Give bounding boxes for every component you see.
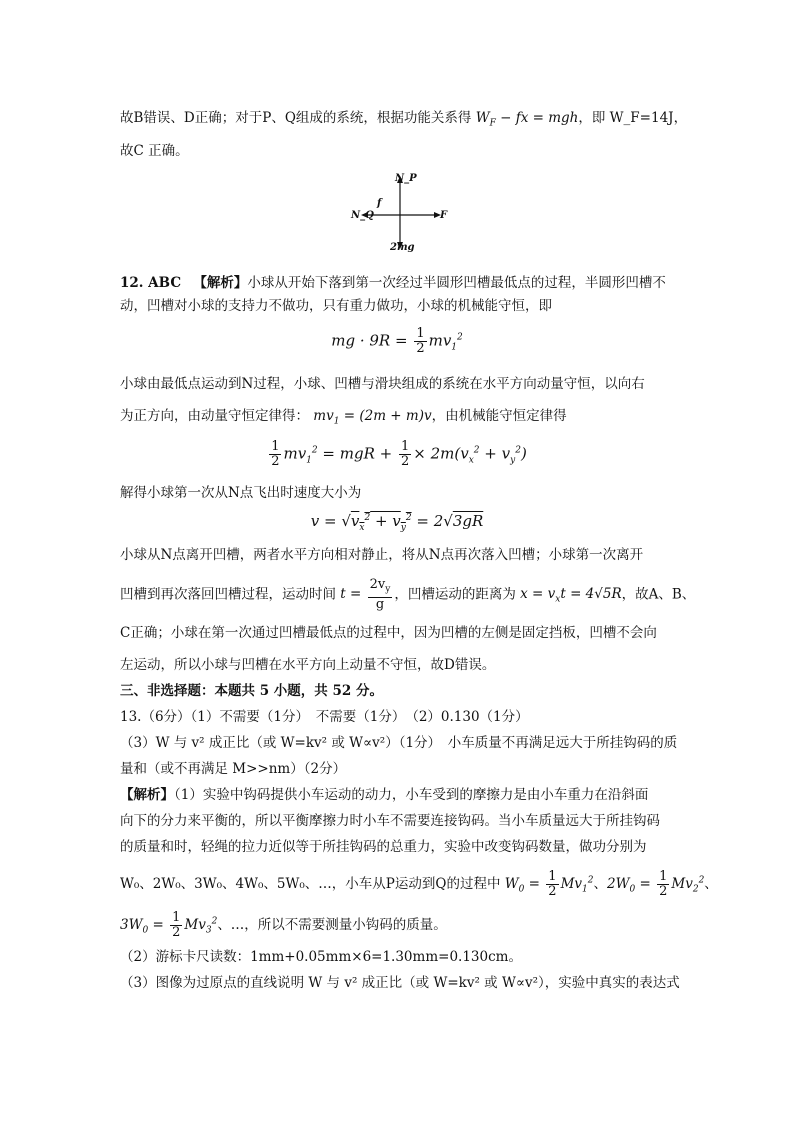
q12-line-d: 为正方向，由动量守恒定律得： $mv_1 = (2m + m)v$，由机械能守恒定律得 [120, 408, 567, 427]
text-tail: ，即 W_F=14J， [578, 110, 688, 126]
equation-2: $\frac{1}{2}$ $mv_1^2$ = mgR + $\frac{1}{2}$ × $2m(v_x^2 + v_y^2)$ [271, 439, 527, 469]
q13-line-i: （2）游标卡尺读数：1mm+0.05mm×6=1.30mm=0.130cm。 [120, 949, 522, 965]
equation-3w0: $3W_0$ = $\frac{1}{2}$ $Mv_3^2$ [120, 910, 218, 940]
text-line-1: 故B错误、D正确；对于P、Q组成的系统，根据功能关系得 $W_F$ − fx = mgh，即 W_F=14J， [120, 110, 688, 129]
label-np: N_P [395, 173, 417, 184]
label-2mg: 2mg [390, 242, 415, 253]
q13-line-g: W₀、2W₀、3W₀、4W₀、5W₀、…，小车从P运动到Q的过程中 $W_0$ = $\frac{1}{2}$ $Mv_1^2$、$2W_0$ = $\frac{1}{2}$ $Mv_2^2$、 [120, 869, 718, 899]
q13-line-j: （3）图像为过原点的直线说明 W 与 v² 成正比（或 W=kv² 或 W∝v²），实验中真实的表达式 [120, 975, 680, 991]
q12-line-g: 凹槽到再次落回凹槽过程，运动时间 t = $\frac{2v_y}{g}$ ，凹槽运动的距离为 $x = v_xt = 4√5R$，故A、B、 [120, 577, 696, 612]
q12-line-i: 左运动，所以小球与凹槽在水平方向上动量不守恒，故D错误。 [120, 657, 496, 673]
q13-line-e: 向下的分力来平衡的，所以平衡摩擦力时小车不需要连接钩码。当小车质量远大于所挂钩码 [120, 813, 660, 829]
q13-line-c: 量和（或不再满足 M>>nm）（2分） [120, 761, 347, 777]
equation-2w0: $2W_0$ = $\frac{1}{2}$ $Mv_2^2$ [606, 869, 705, 899]
q13-tag: 【解析】 [120, 787, 174, 803]
text-line-2: 故C 正确。 [120, 143, 189, 159]
q12-tag: 【解析】 [193, 275, 248, 291]
q13-line-d: 【解析】（1）实验中钩码提供小车运动的动力，小车受到的摩擦力是由小车重力在沿斜面 [120, 787, 649, 803]
q12-line-b: 动，凹槽对小球的支持力不做功，只有重力做功，小球的机械能守恒，即 [120, 298, 552, 314]
q12-number: 12. ABC [120, 275, 182, 291]
section-3-heading: 三、非选择题：本题共 5 小题，共 52 分。 [120, 683, 383, 699]
equation-time: t = $\frac{2v_y}{g}$ [340, 577, 391, 612]
equation-3: $v = √v_x^2 + v_y^2 = 2√3gR$ [310, 512, 484, 533]
label-nq: N_Q [351, 210, 374, 221]
label-F: F [440, 210, 448, 221]
equation-w0: $W_0$ = $\frac{1}{2}$ $Mv_1^2$ [504, 869, 594, 899]
q13-line-f: 的质量和时，轻绳的拉力近似等于所挂钩码的总重力，实验中改变钩码数量，做功分别为 [120, 839, 647, 855]
q12-line-c: 小球由最低点运动到N过程，小球、凹槽与滑块组成的系统在水平方向动量守恒，以向右 [120, 376, 645, 392]
equation-momentum: $mv_1 = (2m + m)v$ [313, 408, 432, 427]
q12-line-h: C正确；小球在第一次通过凹槽最低点的过程中，因为凹槽的左侧是固定挡板，凹槽不会向 [120, 625, 657, 641]
q12-line-f: 小球从N点离开凹槽，两者水平方向相对静止，将从N点再次落入凹槽；小球第一次离开 [120, 547, 644, 563]
q13-line-a: 13.（6分）（1）不需要（1分） 不需要（1分） （2）0.130（1分） [120, 709, 529, 725]
equation-distance: $x = v_xt = 4√5R$ [520, 586, 622, 605]
q12-line-e: 解得小球第一次从N点飞出时速度大小为 [120, 485, 362, 501]
label-f: f [377, 198, 382, 209]
equation-energy: $W_F$ − fx = mgh [475, 110, 579, 129]
equation-1: mg · 9R = $\frac{1}{2}$ $mv_1^2$ [331, 326, 463, 356]
q13-line-h: $3W_0$ = $\frac{1}{2}$ $Mv_3^2$、…，所以不需要测量小钩码的质量。 [120, 910, 447, 940]
q13-line-b: （3）W 与 v² 成正比（或 W=kv² 或 W∝v²）（1分） 小车质量不再满足远大于所挂钩码的质 [120, 735, 678, 751]
q12-line-a: 12. ABC 【解析】小球从开始下落到第一次经过半圆形凹槽最低点的过程，半圆形凹槽不 [120, 275, 666, 291]
